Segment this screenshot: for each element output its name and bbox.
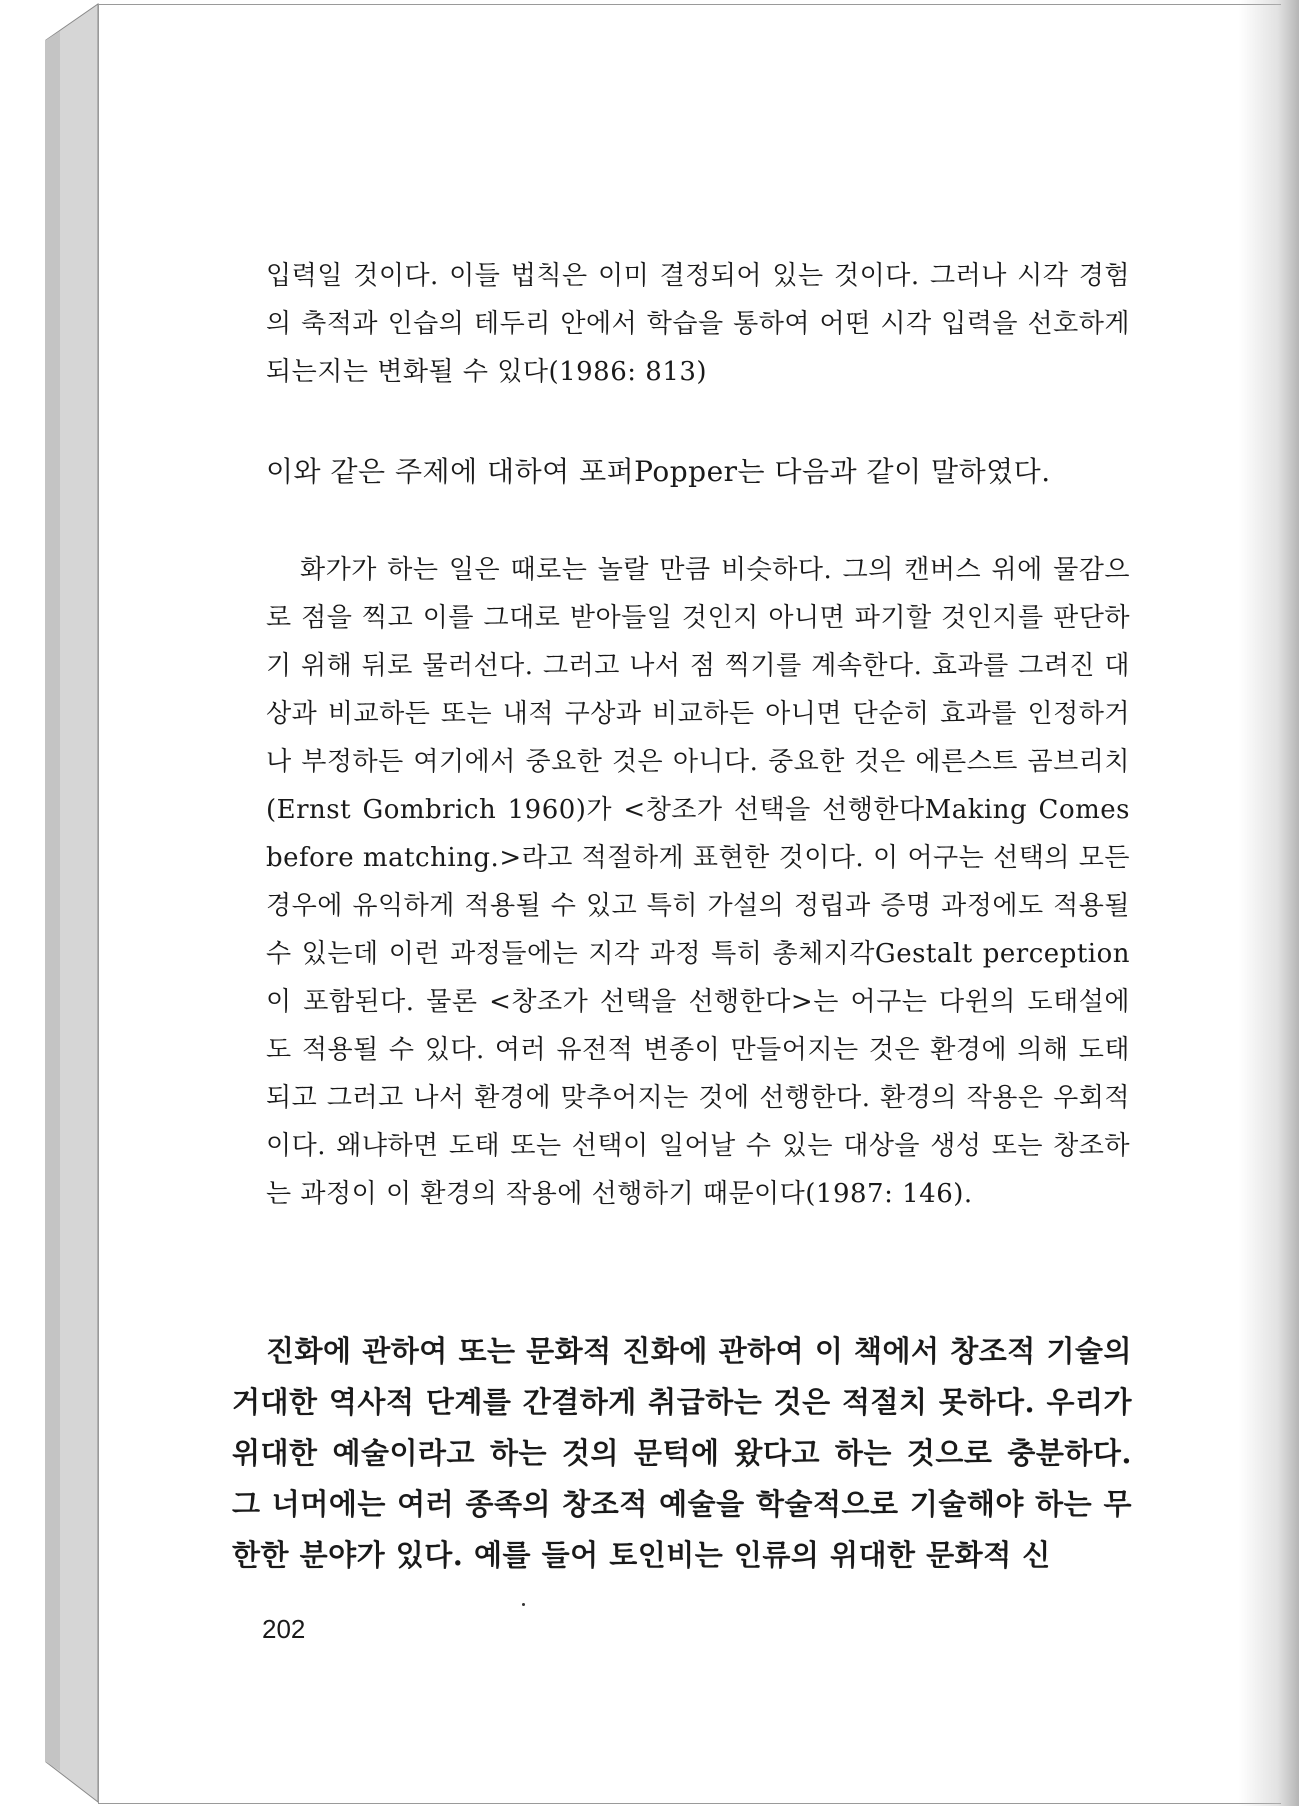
block-quote-1-text: 입력일 것이다. 이들 법칙은 이미 결정되어 있는 것이다. 그러나 시각 경험의 축적과 인습의 테두리 안에서 학습을 통하여 어떤 시각 입력을 선호하게 되는지는 변화될 수 있다(1986: 813) bbox=[266, 261, 1130, 387]
body-paragraph-text: 진화에 관하여 또는 문화적 진화에 관하여 이 책에서 창조적 기술의 거대한 역사적 단계를 간결하게 취급하는 것은 적절치 못하다. 우리가 위대한 예술이라고 하는 것의 문턱에 왔다고 하는 것으로 충분하다. 그 너머에는 여러 종족의 창조적 예술을 학술적으로 기술해야 하는 무한한 분야가 있다. 예를 들어 토인비는 인류의 위대한 문화적 신 bbox=[232, 1334, 1132, 1572]
book-spine bbox=[0, 0, 110, 1806]
print-speck bbox=[522, 1603, 525, 1606]
page-number: 202 bbox=[262, 1614, 306, 1644]
intro-line-text: 이와 같은 주제에 대하여 포퍼Popper는 다음과 같이 말하였다. bbox=[266, 455, 1051, 488]
block-quote-2 bbox=[266, 546, 1130, 1218]
body-paragraph bbox=[232, 1326, 1132, 1581]
block-quote-2-text: 화가가 하는 일은 때로는 놀랄 만큼 비슷하다. 그의 캔버스 위에 물감으로 점을 찍고 이를 그대로 받아들일 것인지 아니면 파기할 것인지를 판단하기 위해 뒤로 물러선다. 그러고 나서 점 찍기를 계속한다. 효과를 그려진 대상과 비교하든 또는 내적 구상과 비교하든 아니면 단순히 효과를 인정하거나 부정하든 여기에서 중요한 것은 아니다. 중요한 것은 에른스트 곰브리치(Ernst Gombrich 1960)가 <창조가 선택을 선행한다Making Comes before matching.>라고 적절하게 표현한 것이다. 이 어구는 선택의 모든 경우에 유익하게 적용될 수 있고 특히 가설의 정립과 증명 과정에도 적용될 수 있는데 이런 과정들에는 지각 과정 특히 총체지각Gestalt perception이 포함된다. 물론 <창조가 선택을 선행한다>는 어구는 다윈의 도태설에도 적용될 수 있다. 여러 유전적 변종이 만들어지는 것은 환경에 의해 도태되고 그러고 나서 환경에 맞추어지는 것에 선행한다. 환경의 작용은 우회적이다. 왜냐하면 도태 또는 선택이 일어날 수 있는 대상을 생성 또는 창조하는 과정이 이 환경의 작용에 선행하기 때문이다(1987: 146). bbox=[266, 555, 1130, 1209]
block-quote-1 bbox=[266, 252, 1130, 396]
intro-line bbox=[266, 448, 1130, 496]
page-edge-shadow bbox=[1239, 0, 1299, 1806]
